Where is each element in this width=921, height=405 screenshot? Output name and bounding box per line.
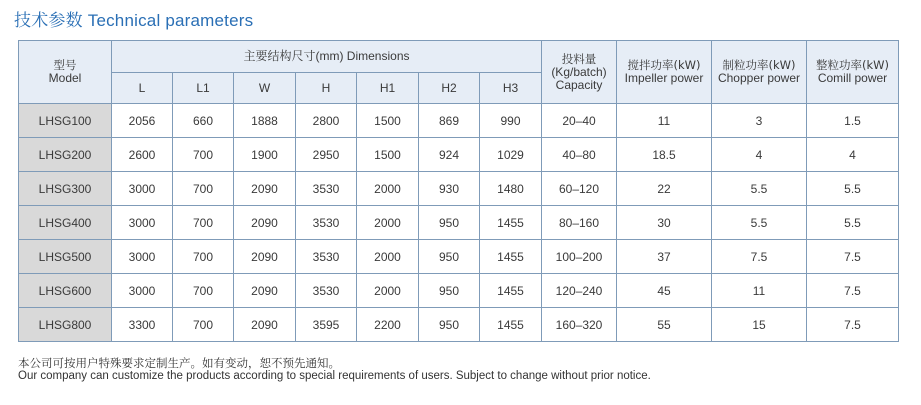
- table-cell: 45: [617, 274, 712, 308]
- table-cell: 700: [173, 308, 234, 342]
- header-dim-H1: H1: [357, 73, 419, 104]
- header-dim-H2: H2: [419, 73, 480, 104]
- table-row: [19, 308, 899, 342]
- table-cell: 22: [617, 172, 712, 206]
- header-model-en: Model: [48, 71, 82, 85]
- model-cell: LHSG400: [19, 206, 112, 240]
- table-cell: 2090: [234, 172, 296, 206]
- table-row: [19, 172, 899, 206]
- table-cell: 4: [807, 138, 899, 172]
- section-title-en: Technical parameters: [87, 11, 254, 30]
- footer-note-en: Our company can customize the products according to special requirements of users. Subject to change without prior notice.: [18, 370, 651, 382]
- table-cell: 37: [617, 240, 712, 274]
- table-cell: 2200: [357, 308, 419, 342]
- table-cell: 4: [712, 138, 807, 172]
- table-cell: 2000: [357, 240, 419, 274]
- table-cell: 924: [419, 138, 480, 172]
- table-cell: 160–320: [542, 308, 617, 342]
- header-model: [19, 41, 112, 104]
- table-cell: 5.5: [807, 172, 899, 206]
- table-cell: 1.5: [807, 104, 899, 138]
- table-cell: 2000: [357, 274, 419, 308]
- table-cell: 5.5: [807, 206, 899, 240]
- table-cell: 660: [173, 104, 234, 138]
- model-cell: LHSG600: [19, 274, 112, 308]
- table-row: [19, 104, 899, 138]
- table-cell: 1455: [480, 240, 542, 274]
- table-cell: 100–200: [542, 240, 617, 274]
- table-cell: 7.5: [712, 240, 807, 274]
- table-cell: 11: [617, 104, 712, 138]
- header-dim-H: H: [296, 73, 357, 104]
- table-cell: 869: [419, 104, 480, 138]
- model-cell: LHSG200: [19, 138, 112, 172]
- table-row: [19, 138, 899, 172]
- table-row: [19, 274, 899, 308]
- table-cell: 60–120: [542, 172, 617, 206]
- header-comill-zh: 整粒功率(kW): [815, 58, 889, 72]
- table-cell: 950: [419, 206, 480, 240]
- table-cell: 3000: [112, 240, 173, 274]
- header-dim-L1: L1: [173, 73, 234, 104]
- table-cell: 15: [712, 308, 807, 342]
- table-cell: 2000: [357, 172, 419, 206]
- model-cell: LHSG800: [19, 308, 112, 342]
- table-cell: 1500: [357, 104, 419, 138]
- table-cell: 3000: [112, 172, 173, 206]
- table-cell: 7.5: [807, 240, 899, 274]
- table-cell: 20–40: [542, 104, 617, 138]
- table-cell: 930: [419, 172, 480, 206]
- table-cell: 2090: [234, 206, 296, 240]
- table-cell: 2950: [296, 138, 357, 172]
- table-cell: 3530: [296, 172, 357, 206]
- table-cell: 2056: [112, 104, 173, 138]
- table-cell: 700: [173, 274, 234, 308]
- header-comill-en: Comill power: [817, 71, 888, 85]
- table-cell: 950: [419, 274, 480, 308]
- header-model-zh: 型号: [53, 58, 77, 72]
- table-cell: 3000: [112, 206, 173, 240]
- table-cell: 5.5: [712, 172, 807, 206]
- header-impeller-en: Impeller power: [624, 71, 704, 85]
- table-cell: 2090: [234, 274, 296, 308]
- model-cell: LHSG100: [19, 104, 112, 138]
- table-cell: 2090: [234, 308, 296, 342]
- table-cell: 5.5: [712, 206, 807, 240]
- table-cell: 80–160: [542, 206, 617, 240]
- table-cell: 1455: [480, 206, 542, 240]
- header-dimensions: 主要结构尺寸(mm) Dimensions: [112, 41, 542, 73]
- header-dim-L: L: [112, 73, 173, 104]
- header-capacity-unit: (Kg/batch): [551, 64, 607, 79]
- table-row: [19, 206, 899, 240]
- table-cell: 3530: [296, 240, 357, 274]
- header-dim-W: W: [234, 73, 296, 104]
- table-cell: 2090: [234, 240, 296, 274]
- table-cell: 1455: [480, 274, 542, 308]
- table-cell: 40–80: [542, 138, 617, 172]
- header-chopper-en: Chopper power: [717, 71, 801, 85]
- model-cell: LHSG500: [19, 240, 112, 274]
- table-cell: 1900: [234, 138, 296, 172]
- header-dim-H3: H3: [480, 73, 542, 104]
- header-capacity: [542, 41, 617, 104]
- table-cell: 3: [712, 104, 807, 138]
- table-cell: 3530: [296, 206, 357, 240]
- table-cell: 1455: [480, 308, 542, 342]
- header-impeller-zh: 搅拌功率(kW): [627, 58, 701, 72]
- table-cell: 3595: [296, 308, 357, 342]
- table-cell: 1480: [480, 172, 542, 206]
- header-chopper-zh: 制粒功率(kW): [722, 58, 796, 72]
- table-cell: 1029: [480, 138, 542, 172]
- table-cell: 1888: [234, 104, 296, 138]
- header-impeller-power: [617, 41, 712, 104]
- table-cell: 2800: [296, 104, 357, 138]
- table-cell: 950: [419, 308, 480, 342]
- table-cell: 700: [173, 172, 234, 206]
- table-cell: 3300: [112, 308, 173, 342]
- table-body: [19, 104, 899, 342]
- section-title-zh: 技术参数: [14, 11, 83, 31]
- table-cell: 700: [173, 240, 234, 274]
- model-cell: LHSG300: [19, 172, 112, 206]
- table-cell: 3000: [112, 274, 173, 308]
- table-cell: 700: [173, 138, 234, 172]
- footer-note: [18, 357, 651, 383]
- section-title: [14, 6, 253, 31]
- table-row: [19, 240, 899, 274]
- table-cell: 11: [712, 274, 807, 308]
- technical-parameters-table: [18, 40, 899, 342]
- table-cell: 7.5: [807, 274, 899, 308]
- table-cell: 990: [480, 104, 542, 138]
- table-cell: 1500: [357, 138, 419, 172]
- table-cell: 2000: [357, 206, 419, 240]
- header-capacity-en: Capacity: [555, 77, 603, 92]
- table-cell: 700: [173, 206, 234, 240]
- table-cell: 18.5: [617, 138, 712, 172]
- table-cell: 950: [419, 240, 480, 274]
- table-cell: 55: [617, 308, 712, 342]
- header-comill-power: [807, 41, 899, 104]
- table-cell: 2600: [112, 138, 173, 172]
- table-cell: 30: [617, 206, 712, 240]
- footer-note-zh: 本公司可按用户特殊要求定制生产。如有变动，恕不预先通知。: [18, 356, 340, 370]
- table-cell: 120–240: [542, 274, 617, 308]
- table-cell: 7.5: [807, 308, 899, 342]
- header-chopper-power: [712, 41, 807, 104]
- header-capacity-zh: 投料量: [561, 51, 597, 66]
- table-cell: 3530: [296, 274, 357, 308]
